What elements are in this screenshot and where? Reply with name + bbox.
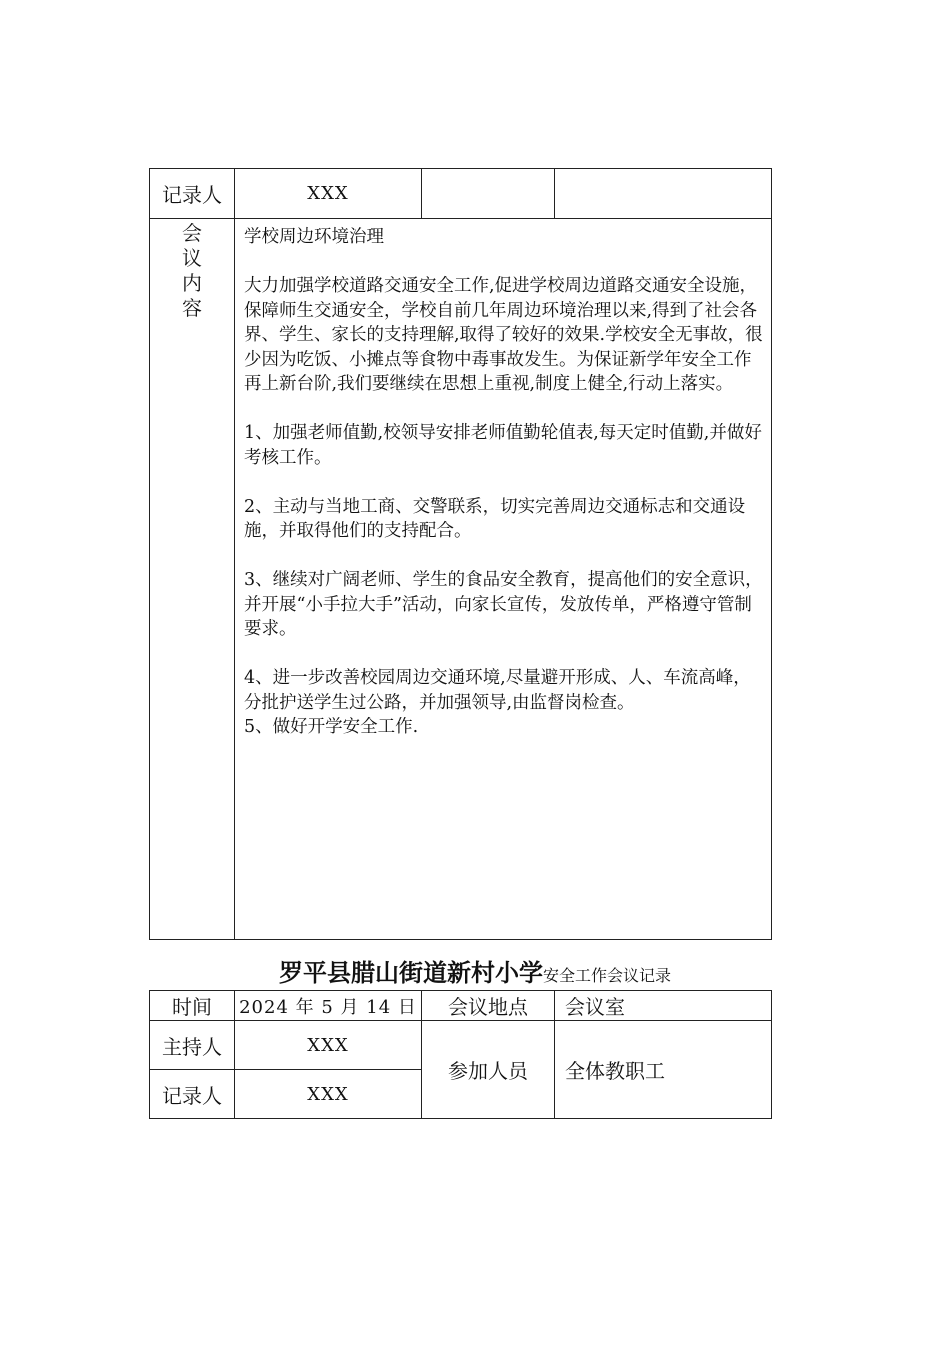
- attendees-label: 参加人员: [422, 1021, 555, 1119]
- content-paragraph: 1、加强老师值勤,校领导安排老师值勤轮值表,每天定时值勤,并做好考核工作。: [244, 423, 762, 468]
- recorder-label: 记录人: [150, 169, 235, 219]
- attendees-value: 全体教职工: [555, 1021, 772, 1119]
- meeting-topic: 学校周边环境治理: [244, 227, 384, 247]
- content-paragraph: 大力加强学校道路交通安全工作,促进学校周边道路交通安全设施，保障师生交通安全，学校自前几年周边环境治理以来,得到了社会各界、学生、家长的支持理解,取得了较好的效果.学校安全无事故，很少因为吃饭、小摊点等食物中毒事故发生。为保证新学年安全工作再上新台阶,我们要继续在思想上重视,制度上健全,行动上落实。: [244, 276, 763, 394]
- content-label-char: 内: [182, 271, 202, 295]
- title-suffix: 安全工作会议记录: [542, 966, 671, 985]
- school-name: 罗平县腊山街道新村小学: [278, 959, 543, 987]
- time-value: 2024 年 5 月 14 日: [235, 991, 422, 1021]
- content-paragraph: 4、进一步改善校园周边交通环境,尽量避开形成、人、车流高峰，分批护送学生过公路，并加强领导,由监督岗检查。: [244, 668, 751, 713]
- content-label: [150, 219, 235, 940]
- empty-cell: [555, 169, 772, 219]
- location-value: 会议室: [555, 991, 772, 1021]
- location-label: 会议地点: [422, 991, 555, 1021]
- host-value: XXX: [235, 1021, 422, 1070]
- meeting-content: [235, 219, 772, 940]
- content-label-char: 议: [182, 246, 202, 270]
- page-title: [0, 953, 950, 988]
- content-paragraph: 3、继续对广阔老师、学生的食品安全教育，提高他们的安全意识，并开展“小手拉大手”活动，向家长宣传，发放传单，严格遵守管制要求。: [244, 570, 763, 639]
- meeting-record-table-top: [149, 168, 772, 940]
- content-label-char: 会: [182, 221, 202, 245]
- meeting-record-table-bottom: [149, 990, 772, 1119]
- recorder-label: 记录人: [150, 1070, 235, 1119]
- recorder-value: XXX: [235, 169, 422, 219]
- content-paragraph: 2、主动与当地工商、交警联系，切实完善周边交通标志和交通设施，并取得他们的支持配合。: [244, 496, 746, 541]
- host-label: 主持人: [150, 1021, 235, 1070]
- empty-cell: [422, 169, 555, 219]
- content-paragraph: 5、做好开学安全工作.: [244, 717, 419, 737]
- content-label-char: 容: [182, 296, 202, 320]
- time-label: 时间: [150, 991, 235, 1021]
- recorder-value: XXX: [235, 1070, 422, 1119]
